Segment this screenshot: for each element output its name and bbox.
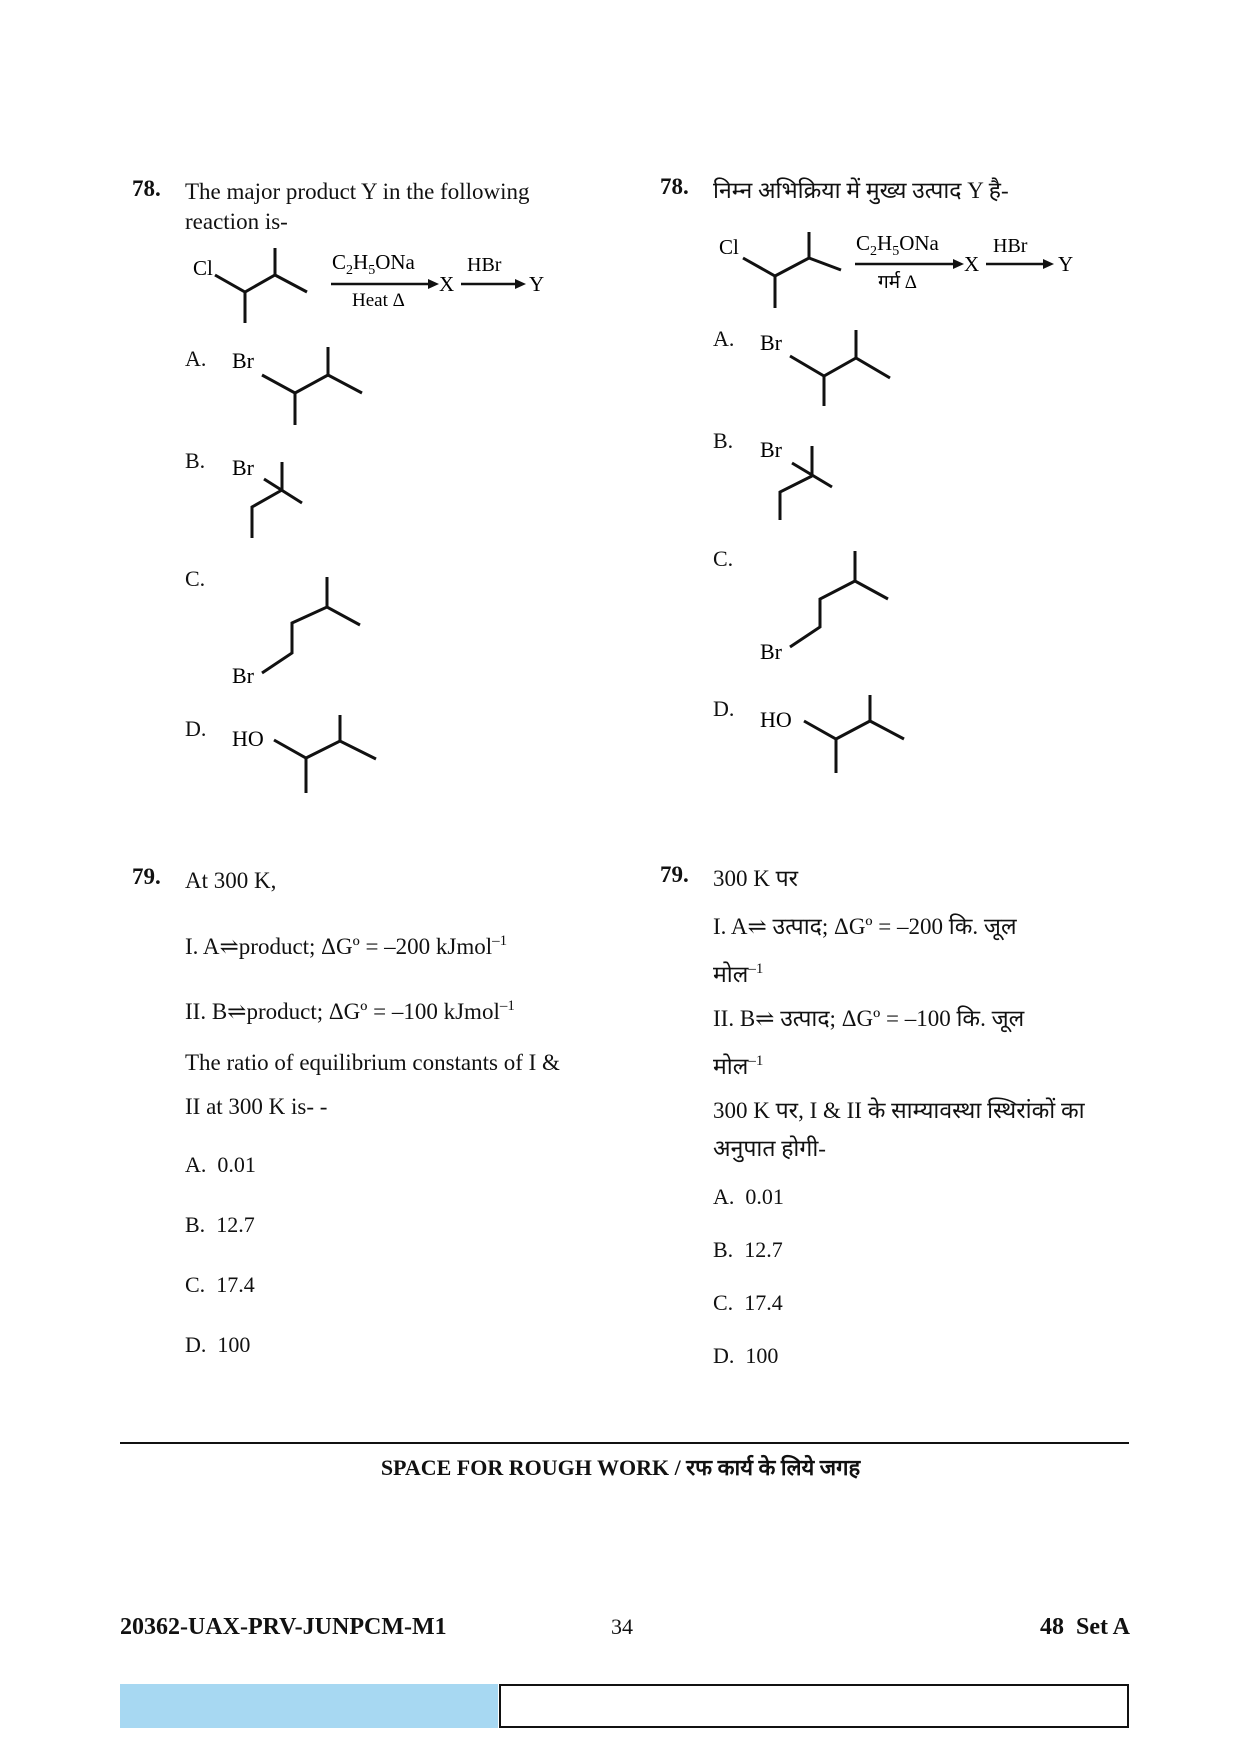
atom-label: Br (760, 639, 782, 664)
q79-en-option-b: B. 12.7 (185, 1212, 255, 1237)
footer-page-number: 34 (611, 1614, 633, 1639)
q78-hi-option-a-structure (758, 326, 908, 411)
footer-blank-box (499, 1684, 1129, 1728)
q79-hi-option-d: D. 100 (713, 1343, 779, 1368)
q79-hi-number: 79. (660, 862, 689, 887)
atom-label: Br (232, 455, 254, 480)
reaction-condition: गर्म Δ (878, 272, 918, 293)
equation-body: product; ΔGº = –200 kJmol (238, 934, 493, 959)
equation-body: उत्पाद; ΔGº = –100 कि. जूल (774, 1006, 1025, 1031)
equation-prefix: I. A (713, 914, 748, 939)
q79-en-line-1 (185, 926, 507, 962)
unit: मोल (713, 962, 749, 987)
q79-en-option-c: C. 17.4 (185, 1272, 255, 1297)
exponent: –1 (748, 961, 764, 977)
equilibrium-arrow-icon: ⇌ (227, 999, 247, 1024)
q79-hi-line-2 (713, 1004, 1024, 1034)
exponent: –1 (499, 998, 515, 1014)
q78-hi-text: निम्न अभिक्रिया में मुख्य उत्पाद Y है- (713, 178, 1009, 203)
q78-hi-option-d-label: D. (713, 696, 735, 721)
q78-en-option-a-label: A. (185, 346, 207, 371)
q79-en-intro: At 300 K, (185, 868, 277, 893)
reactant-skeleton (743, 258, 841, 276)
q79-en-question-line-2: II at 300 K is- - (185, 1094, 328, 1119)
q78-en-option-d-label: D. (185, 716, 207, 741)
reaction-intermediate: X (439, 272, 455, 296)
q78-hi-number: 78. (660, 174, 689, 199)
reaction-start-atom: Cl (719, 235, 739, 259)
q79-hi-line-1-unit (713, 954, 763, 990)
reactant-skeleton (215, 275, 307, 292)
q79-hi-line-1 (713, 912, 1017, 942)
q78-hi-option-b-label: B. (713, 428, 734, 453)
q79-hi-question-line-1: 300 K पर, I & II के साम्यावस्था स्थिरांकों का (713, 1098, 1085, 1123)
equation-body: उत्पाद; ΔGº = –200 कि. जूल (766, 914, 1017, 939)
q79-en-number: 79. (132, 864, 161, 889)
q79-hi-intro: 300 K पर (713, 866, 799, 891)
q79-en-question-line-1: The ratio of equilibrium constants of I & (185, 1050, 560, 1075)
q79-hi-line-2-unit (713, 1046, 763, 1082)
q78-en-number: 78. (132, 176, 161, 201)
q78-hi-option-d-structure (758, 695, 918, 780)
q79-en-line-2 (185, 991, 515, 1027)
q78-hi-option-c-label: C. (713, 546, 734, 571)
equilibrium-arrow-icon: ⇌ (747, 914, 767, 939)
atom-label: HO (760, 707, 792, 732)
q78-en-option-a-structure (230, 345, 380, 430)
equilibrium-arrow-icon: ⇌ (755, 1006, 775, 1031)
reaction-condition: Heat Δ (352, 290, 405, 311)
equation-prefix: II. B (713, 1006, 756, 1031)
q78-hi-option-c-structure (758, 547, 908, 667)
equilibrium-arrow-icon: ⇌ (219, 934, 239, 959)
q78-en-option-b-structure (230, 450, 350, 540)
atom-label: Br (232, 348, 254, 373)
q78-en-option-c-label: C. (185, 566, 206, 591)
q78-hi-reaction (713, 228, 1093, 308)
q78-en-option-c-structure (230, 565, 380, 685)
svg-text:C2H5ONa: $C_2H_5ONa$ (856, 231, 939, 259)
equation-prefix: II. B (185, 999, 228, 1024)
reaction-start-atom: Cl (193, 256, 213, 280)
rough-work-heading: SPACE FOR ROUGH WORK / रफ कार्य के लिये जगह (380, 1455, 861, 1480)
reaction-product: Y (1058, 252, 1074, 276)
unit: मोल (713, 1054, 749, 1079)
q79-en-option-a: A. 0.01 (185, 1152, 256, 1177)
atom-label: Br (760, 330, 782, 355)
q79-hi-option-b: B. 12.7 (713, 1237, 783, 1262)
reaction-product: Y (529, 272, 545, 296)
atom-label: Br (760, 437, 782, 462)
exponent: –1 (492, 933, 508, 949)
q79-hi-option-c: C. 17.4 (713, 1290, 783, 1315)
footer-paper-code: 20362-UAX-PRV-JUNPCM-M1 (120, 1614, 447, 1640)
atom-label: HO (232, 726, 264, 751)
q78-hi-option-b-structure (758, 432, 878, 522)
footer-color-bar (120, 1684, 498, 1728)
q78-en-option-b-label: B. (185, 448, 206, 473)
q79-en-option-d: D. 100 (185, 1332, 251, 1357)
exponent: –1 (748, 1053, 764, 1069)
reaction-reagent-2: HBr (467, 254, 502, 276)
q79-hi-option-a: A. 0.01 (713, 1184, 784, 1209)
q79-hi-question-line-2: अनुपात होगी- (713, 1136, 826, 1161)
reaction-reagent-2: HBr (993, 235, 1028, 257)
q78-en-text: The major product Y in the following reaction is- (185, 179, 530, 234)
footer-set-label: 48 Set A (1040, 1614, 1130, 1640)
equation-body: product; ΔGº = –100 kJmol (246, 999, 500, 1024)
q78-hi-option-a-label: A. (713, 326, 735, 351)
reaction-intermediate: X (964, 252, 980, 276)
q78-en-option-d-structure (230, 715, 390, 800)
q78-en-reaction (185, 245, 565, 330)
equation-prefix: I. A (185, 934, 220, 959)
svg-text:C2H5ONa: $C_2H_5ONa$ (332, 250, 415, 278)
rough-work-divider (120, 1442, 1129, 1444)
atom-label: Br (232, 663, 254, 685)
